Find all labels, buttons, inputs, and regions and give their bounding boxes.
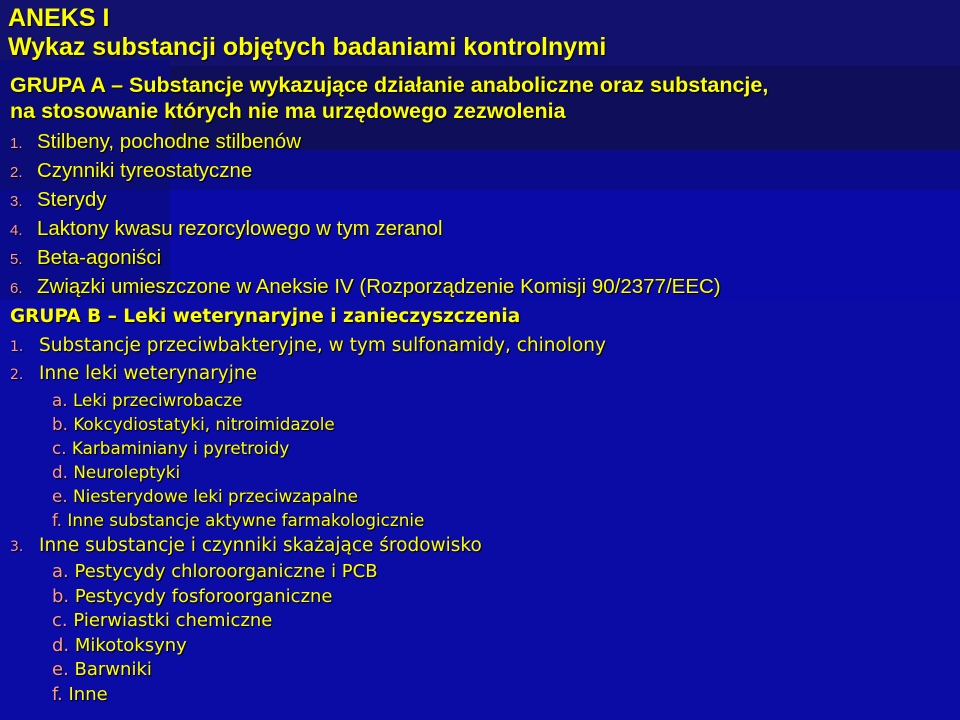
sub-list-item — [52, 460, 955, 484]
list-item — [10, 332, 955, 360]
item-text: Substancje przeciwbakteryjne, w tym sulfonamidy, chinolony — [39, 335, 606, 356]
item-letter: c. — [52, 610, 68, 631]
item-text: Stilbeny, pochodne stilbenów — [37, 130, 302, 153]
item-text: Czynniki tyreostatyczne — [37, 159, 253, 182]
list-item — [10, 243, 955, 272]
list-item — [10, 127, 955, 156]
sub-list-item — [52, 412, 955, 436]
item-text: Inne substancje i czynniki skażające środowisko — [39, 535, 482, 556]
slide-content — [10, 72, 955, 707]
list-item — [10, 214, 955, 243]
group-a-heading-line-1: GRUPA A – Substancje wykazujące działanie anaboliczne oraz substancje, — [10, 73, 769, 97]
list-item — [10, 272, 955, 301]
sub-list-item — [52, 388, 955, 412]
item-text: Związki umieszczone w Aneksie IV (Rozporządzenie Komisji 90/2377/EEC) — [37, 275, 721, 298]
item-letter: e. — [52, 486, 68, 506]
item-text: Inne substancje aktywne farmakologicznie — [67, 510, 425, 530]
item-number: 2. — [10, 367, 24, 383]
sub-list-item — [52, 560, 955, 585]
sub-list-item — [52, 508, 955, 532]
sub-list-item — [52, 484, 955, 508]
item-text: Barwniki — [74, 659, 152, 680]
title-line-1: ANEKS I — [8, 4, 110, 32]
slide-title — [8, 4, 606, 62]
group-b-heading: GRUPA B – Leki weterynaryjne i zanieczyszczenia — [10, 306, 521, 327]
list-item — [10, 532, 955, 707]
item-text: Neuroleptyki — [73, 462, 181, 482]
item-number: 5. — [10, 251, 23, 268]
item-text: Leki przeciwrobacze — [72, 390, 243, 410]
item-text: Mikotoksyny — [74, 634, 187, 656]
item-text: Beta-agoniści — [37, 246, 162, 269]
item-letter: d. — [52, 634, 70, 656]
list-item — [10, 185, 955, 214]
item-text: Kokcydiostatyki, nitroimidazole — [73, 414, 335, 434]
sub-list-item — [52, 683, 955, 708]
item-number: 3. — [10, 193, 23, 210]
list-item — [10, 360, 955, 532]
title-line-2: Wykaz substancji objętych badaniami kontrolnymi — [8, 33, 607, 61]
item-letter: b. — [52, 414, 68, 434]
group-b-list — [10, 332, 955, 707]
item-letter: c. — [52, 438, 67, 458]
item-text: Pestycydy fosforoorganiczne — [74, 585, 333, 607]
item-letter: b. — [52, 585, 70, 607]
item-text: Inne leki weterynaryjne — [39, 363, 257, 384]
item-letter: f. — [52, 510, 63, 530]
item-letter: e. — [52, 659, 69, 680]
sub-list-item — [52, 585, 955, 610]
item-text: Sterydy — [37, 188, 107, 211]
sub-list-item — [52, 634, 955, 659]
group-a-list — [10, 127, 955, 301]
sub-list-item — [52, 436, 955, 460]
item-number: 3. — [10, 539, 24, 555]
group-a-heading — [10, 72, 955, 124]
item-text: Inne — [68, 683, 108, 705]
item-letter: a. — [52, 561, 69, 582]
group-a-heading-line-2: na stosowanie których nie ma urzędowego zezwolenia — [10, 99, 566, 123]
item-text: Karbaminiany i pyretroidy — [71, 438, 290, 458]
sub-list — [10, 560, 955, 707]
item-letter: d. — [52, 462, 68, 482]
item-letter: a. — [52, 390, 68, 410]
item-text: Niesterydowe leki przeciwzapalne — [73, 486, 358, 506]
item-number: 1. — [10, 135, 23, 152]
item-text: Pierwiastki chemiczne — [73, 610, 273, 631]
item-text: Pestycydy chloroorganiczne i PCB — [74, 561, 378, 582]
item-number: 1. — [10, 339, 24, 355]
list-item — [10, 156, 955, 185]
sub-list — [10, 388, 955, 532]
item-number: 4. — [10, 222, 23, 239]
item-number: 6. — [10, 280, 23, 297]
item-number: 2. — [10, 164, 23, 181]
sub-list-item — [52, 658, 955, 683]
item-letter: f. — [52, 683, 63, 705]
item-text: Laktony kwasu rezorcylowego w tym zeranol — [37, 217, 443, 240]
sub-list-item — [52, 609, 955, 634]
